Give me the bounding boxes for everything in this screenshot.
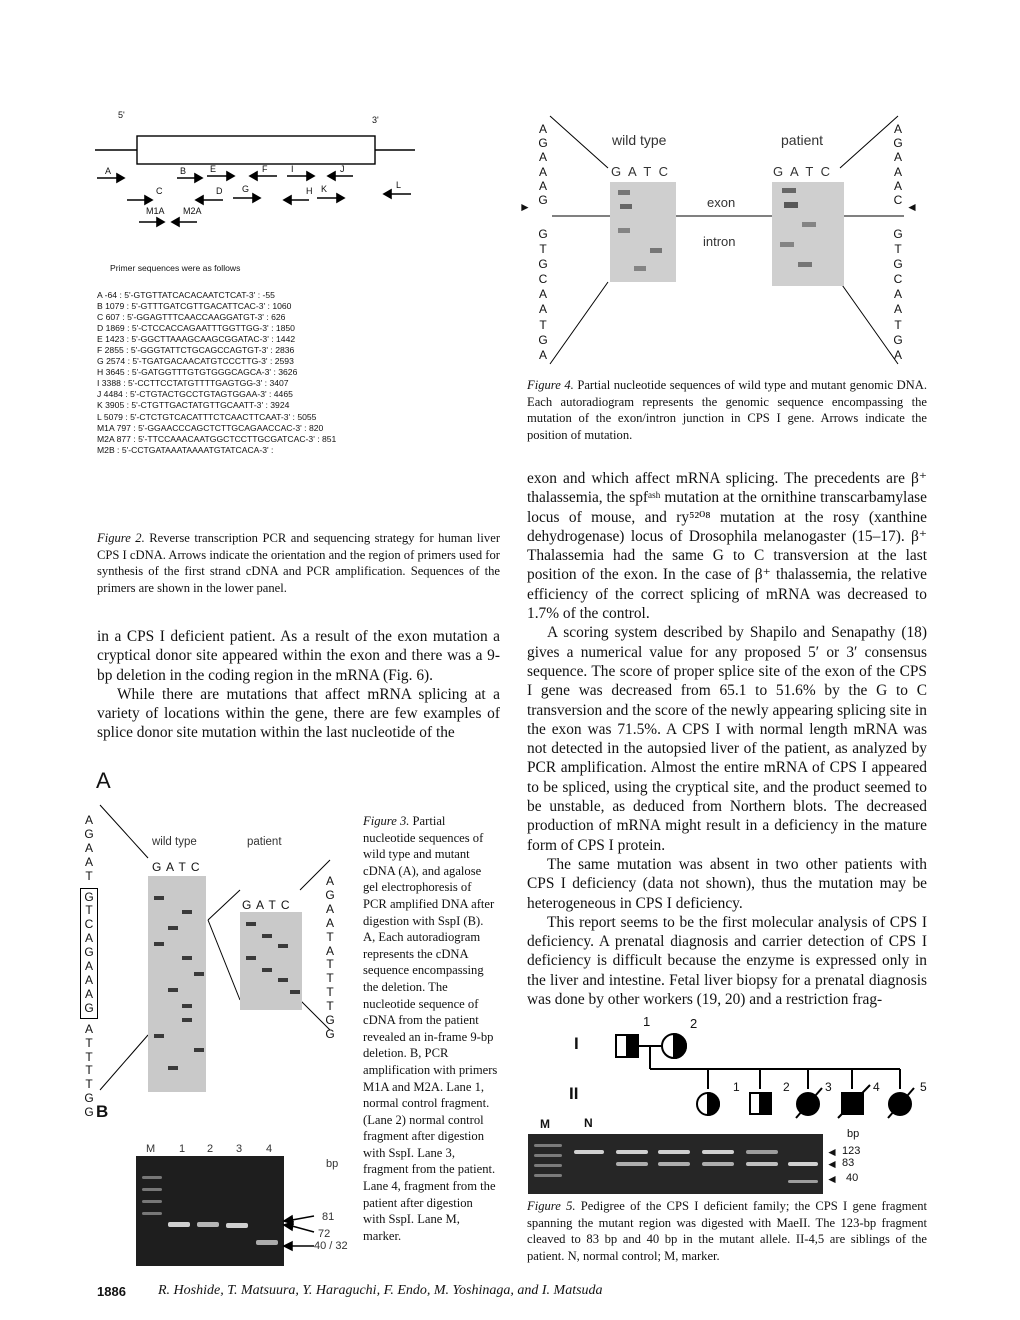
caption-label: Figure 4. [527,378,574,392]
base: G [325,1026,335,1041]
sibling-number: 4 [873,1080,880,1094]
primer-label: E [210,164,217,174]
wild-type-autoradiogram [610,182,676,282]
page-number: 1886 [97,1284,126,1299]
wild-type-label: wild type [612,132,667,148]
caption-text: Partial nucleotide sequences of wild type and mutant cDNA (A), and agalose gel electrophoresis of PCR amplified DNA after digestion with SspI (B). A, Each autoradiogram represents the cDNA sequence encompassing the deletion. The nucleotide sequence of cDNA from the patient revealed an in-frame 9-bp deletion. B, PCR amplification with primers M1A and M2A. Lane 1, normal control fragment. (Lane 2) normal control fragment after digestion with SspI. Lane 3, fragment from the patient. Lane 4, fragment from the patient after digestion with SspI. Lane M, marker. [363,814,498,1243]
primer-label: A [105,166,112,176]
three-prime-label: 3' [372,115,379,125]
pedigree-chart [600,1025,940,1130]
base: T [894,242,902,257]
primer-label: C [156,186,163,196]
figure-3-connector-lines [90,800,360,1100]
primer-label: B [180,166,187,176]
base: T [539,242,547,257]
primer-entry: M1A 797 : 5'-GGAACCCAGCTCTTGCAGAACCAC-3' : 820 [97,422,324,433]
base: T [85,1063,93,1078]
base: T [85,903,93,918]
panel-a-label: A [96,768,111,793]
individual-number: 1 [643,1014,651,1029]
base: C [538,272,548,287]
base: A [538,287,547,302]
base: A [325,901,334,916]
base: A [84,986,93,1001]
primer-entry: L 5079 : 5'-CTCTGTCACATTTCTCAACTTCAAT-3' : 5055 [97,411,317,422]
base: T [326,985,334,1000]
gel-lane-label: 2 [207,1143,214,1155]
generation-label: I [574,1034,579,1053]
base: G [538,136,548,151]
base: T [326,929,334,944]
base: G [84,826,94,841]
sibling-number: 1 [733,1080,740,1094]
base: G [538,193,548,208]
primer-entry: M2B : 5'-CCTGATAAATAAAATGTATCACA-3' : [97,444,274,455]
paragraph: A scoring system described by Shapilo and Senapathy (18) gives a numerical value for any proposed 5′ or 3′ consensus sequence. The score of proper splice site of the exon of the CPS I gene was decreased from 65.1 to 51.6% by the G to C transversion and the score of the newly appearing splicing site in the exon was 71.5%. A CPS I with normal length mRNA was not detected in the autopsied liver of the patient, as analyzed by PCR amplification. Almost the entire mRNA of CPS I appeared to be spliced, using the cryptical site, and the product seemed to be unstable, as deduced from Northern blots. The decreased production of mRNA might result in a deficiency in the mature form of CPS I protein. [527,624,927,854]
base: G [893,136,903,151]
paragraph: While there are mutations that affect mRNA splicing at a variety of locations within the gene, there are few examples of splice donor site mutation within the last nucleotide of the [97,685,500,742]
base: G [893,257,903,272]
base: G [84,1105,94,1120]
figure-5-caption [527,1198,927,1264]
caption-label: Figure 3. [363,814,410,828]
base: T [326,957,334,972]
primer-entry: C 607 : 5'-GGAGTTTCAACCAAGGATGT-3' : 626 [97,312,286,323]
base: T [85,868,93,883]
primer-entry: K 3905 : 5'-CTGTTGACTATGTTGCAATT-3' : 3924 [97,400,290,411]
base: A [84,840,93,855]
base: G [84,1000,94,1015]
caption-label: Figure 5. [527,1199,576,1213]
paragraph: This report seems to be the first molecular analysis of CPS I deficiency. A prenatal diagnosis and carrier detection of CPS I deficiency is difficult because the enzyme is expressed only in the liver and intestine. Fetal liver biopsy for a prenatal diagnosis was done by other workers (19, 20) and a restriction frag- [527,913,927,1009]
primer-entry: G 2574 : 5'-TGATGACAACATGTCCCTTG-3' : 2593 [97,356,294,367]
primer-label: M1A [146,206,165,216]
base: G [84,1091,94,1106]
base: A [538,122,547,136]
right-sequence [323,875,337,1042]
caption-text: Pedigree of the CPS I deficient family; the CPS I gene fragment spanning the mutant region was digested with MaeII. The 123-bp fragment cleaved to 83 bp and 40 bp in the mutant allele. II-4,5 are siblings of the patient. N, normal control; M, marker. [527,1199,927,1263]
size-label: 123 [842,1145,861,1157]
wild-type-label: wild type [152,836,197,848]
size-label: 40 [846,1172,859,1184]
base: A [84,1021,93,1036]
base: A [84,854,93,869]
right-body-text [527,469,927,1009]
size-label: 83 [842,1157,855,1169]
primer-label: G [242,184,250,194]
base: A [538,150,547,165]
intron-label: intron [703,234,736,249]
base: T [326,971,334,986]
exon-label: exon [707,195,736,210]
base: G [84,945,94,960]
gel-lane-label: 4 [266,1143,273,1155]
base: A [893,122,902,136]
base: G [538,332,548,347]
patient-label: patient [781,132,824,148]
base: G [325,1013,335,1028]
gatc-label: G A T C [773,164,833,179]
gel-lane-label: M [540,1117,550,1131]
base: A [538,178,547,193]
figure-3-caption [363,813,498,1244]
bp-label: bp [847,1128,860,1140]
base: T [894,317,902,332]
base: C [893,272,903,287]
paragraph: exon and which affect mRNA splicing. The precedents are β⁺ thalassemia, the spfᵃˢʰ mutation at the ornithine transcarbamylase locus of mouse, and ry⁵²⁰⁸ mutation at the rosy (xanthine dehydrogenase) locus of Drosophila melanogaster (15–17). β⁺ Thalassemia had the same G to C transversion at the last position of the exon. In the case of β⁺ thalassemia, the relative efficiency of the correct splicing of mRNA was decreased to 1.7% of the control. [527,470,927,623]
base: A [84,813,93,827]
base: A [325,943,334,958]
paragraph: in a CPS I deficient patient. As a result of the exon mutation a cryptical donor site appeared within the exon and there was a 9-bp deletion in the coding region in the mRNA (Fig. 6). [97,628,500,684]
right-intron-sequence [891,227,905,363]
base: A [538,347,547,362]
size-label: 72 [318,1228,331,1240]
base: A [893,302,902,317]
base: G [893,332,903,347]
five-prime-label: 5' [118,110,125,120]
paragraph: The same mutation was absent in two other patients with CPS I deficiency (data not shown), thus the mutation may be heterogeneous in CPS I deficiency. [527,855,927,912]
sibling-number: 3 [825,1080,832,1094]
figure-4-caption [527,377,927,443]
gel-image-b [136,1156,284,1266]
bp-label: bp [326,1158,339,1170]
right-exon-sequence [891,122,905,207]
base: A [538,164,547,179]
panel-b-label: B [96,1102,109,1121]
primer-label: D [216,186,223,196]
base: T [326,999,334,1014]
base: G [538,227,548,241]
base: A [84,972,93,987]
primer-entry: H 3645 : 5'-GATGGTTTGTGTGGGCAGCA-3' : 3626 [97,367,298,378]
gel-lane-label: M [146,1143,156,1155]
generation-label: II [569,1084,579,1103]
gel-lane-label: 1 [179,1143,186,1155]
base: C [84,917,94,932]
base: A [538,302,547,317]
base: A [893,150,902,165]
individual-number: 2 [690,1016,698,1031]
caption-text: Partial nucleotide sequences of wild type and mutant genomic DNA. Each autoradiogram represents the genomic sequence encompassing the mutation of the exon/intron junction in CPS I gene. Arrows indicate the position of mutation. [527,378,928,442]
primer-list [97,290,336,456]
gel-lane-label: 3 [236,1143,243,1155]
patient-autoradiogram [240,912,302,1010]
mutation-arrow-icon: ◄ [906,200,918,214]
base: A [84,959,93,974]
base: T [85,1077,93,1092]
figure-2-caption [97,530,500,596]
primer-label: J [340,164,345,174]
primer-label: H [306,186,313,196]
patient-label: patient [247,836,282,848]
base: G [84,889,94,904]
running-footer-authors: R. Hoshide, T. Matsuura, Y. Haraguchi, F. Endo, M. Yoshinaga, and I. Matsuda [158,1283,603,1298]
size-label: 81 [322,1211,335,1223]
gatc-label: G A T C [152,860,201,874]
patient-autoradiogram [772,182,844,286]
mutation-arrow-icon: ► [519,200,531,214]
gatc-label: G A T C [611,164,671,179]
primer-entry: M2A 877 : 5'-TTCCAAACAATGGCTCCTTGCGATCAC-3' : 851 [97,433,337,444]
base: G [893,227,903,241]
base: G [325,887,335,902]
arrow-icon: ◄ [826,1157,838,1171]
primer-entry: A -64 : 5'-GTGTTATCACACAATCTCAT-3' : -55 [97,290,275,300]
base: A [893,287,902,302]
base: C [893,193,903,208]
primer-label: K [321,184,328,194]
primer-heading: Primer sequences were as follows [110,263,241,273]
left-body-text [97,627,500,743]
primer-label: L [396,180,402,190]
primer-entry: I 3388 : 5'-CCTTCCTATGTTTTGAGTGG-3' : 3407 [97,378,289,389]
primer-label: I [291,164,294,174]
size-label: 40 / 32 [314,1240,348,1252]
gel-lane-label: N [584,1116,593,1130]
base: T [85,1035,93,1050]
base: A [84,931,93,946]
primer-entry: E 1423 : 5'-GGCTTAAAGCAAGCGGATAC-3' : 1442 [97,334,296,345]
sibling-number: 2 [783,1080,790,1094]
gel-image-5 [528,1134,823,1194]
primer-entry: F 2855 : 5'-GGGTATTCTGCAGCCAGTGT-3' : 2836 [97,345,295,356]
base: T [85,1049,93,1064]
arrow-icon: ◄ [826,1172,838,1186]
base: T [539,317,547,332]
caption-text: Reverse transcription PCR and sequencing strategy for human liver CPS I cDNA. Arrows indicate the orientation and the region of primers used for synthesis of the first strand cDNA and PCR amplification. Sequences of the primers are shown in the lower panel. [97,531,501,595]
base: G [538,257,548,272]
sibling-number: 5 [920,1080,927,1094]
caption-label: Figure 2. [97,531,145,545]
base: A [893,164,902,179]
arrow-icon: ◄ [826,1145,838,1159]
primer-entry: J 4484 : 5'-CTGTACTGCCTGTAGTGGAA-3' : 4465 [97,389,293,400]
primer-label: F [262,164,268,174]
wild-type-autoradiogram [148,876,206,1092]
base: A [325,874,334,888]
base: A [893,178,902,193]
base: A [893,347,902,362]
primer-label: M2A [183,206,202,216]
primer-entry: B 1079 : 5'-GTTTGATCGTTGACATTCAC-3' : 1060 [97,301,292,312]
gatc-label: G A T C [242,898,291,912]
base: A [325,915,334,930]
primer-entry: D 1869 : 5'-CTCCACCAGAATTTGGTTGG-3' : 1850 [97,323,295,334]
